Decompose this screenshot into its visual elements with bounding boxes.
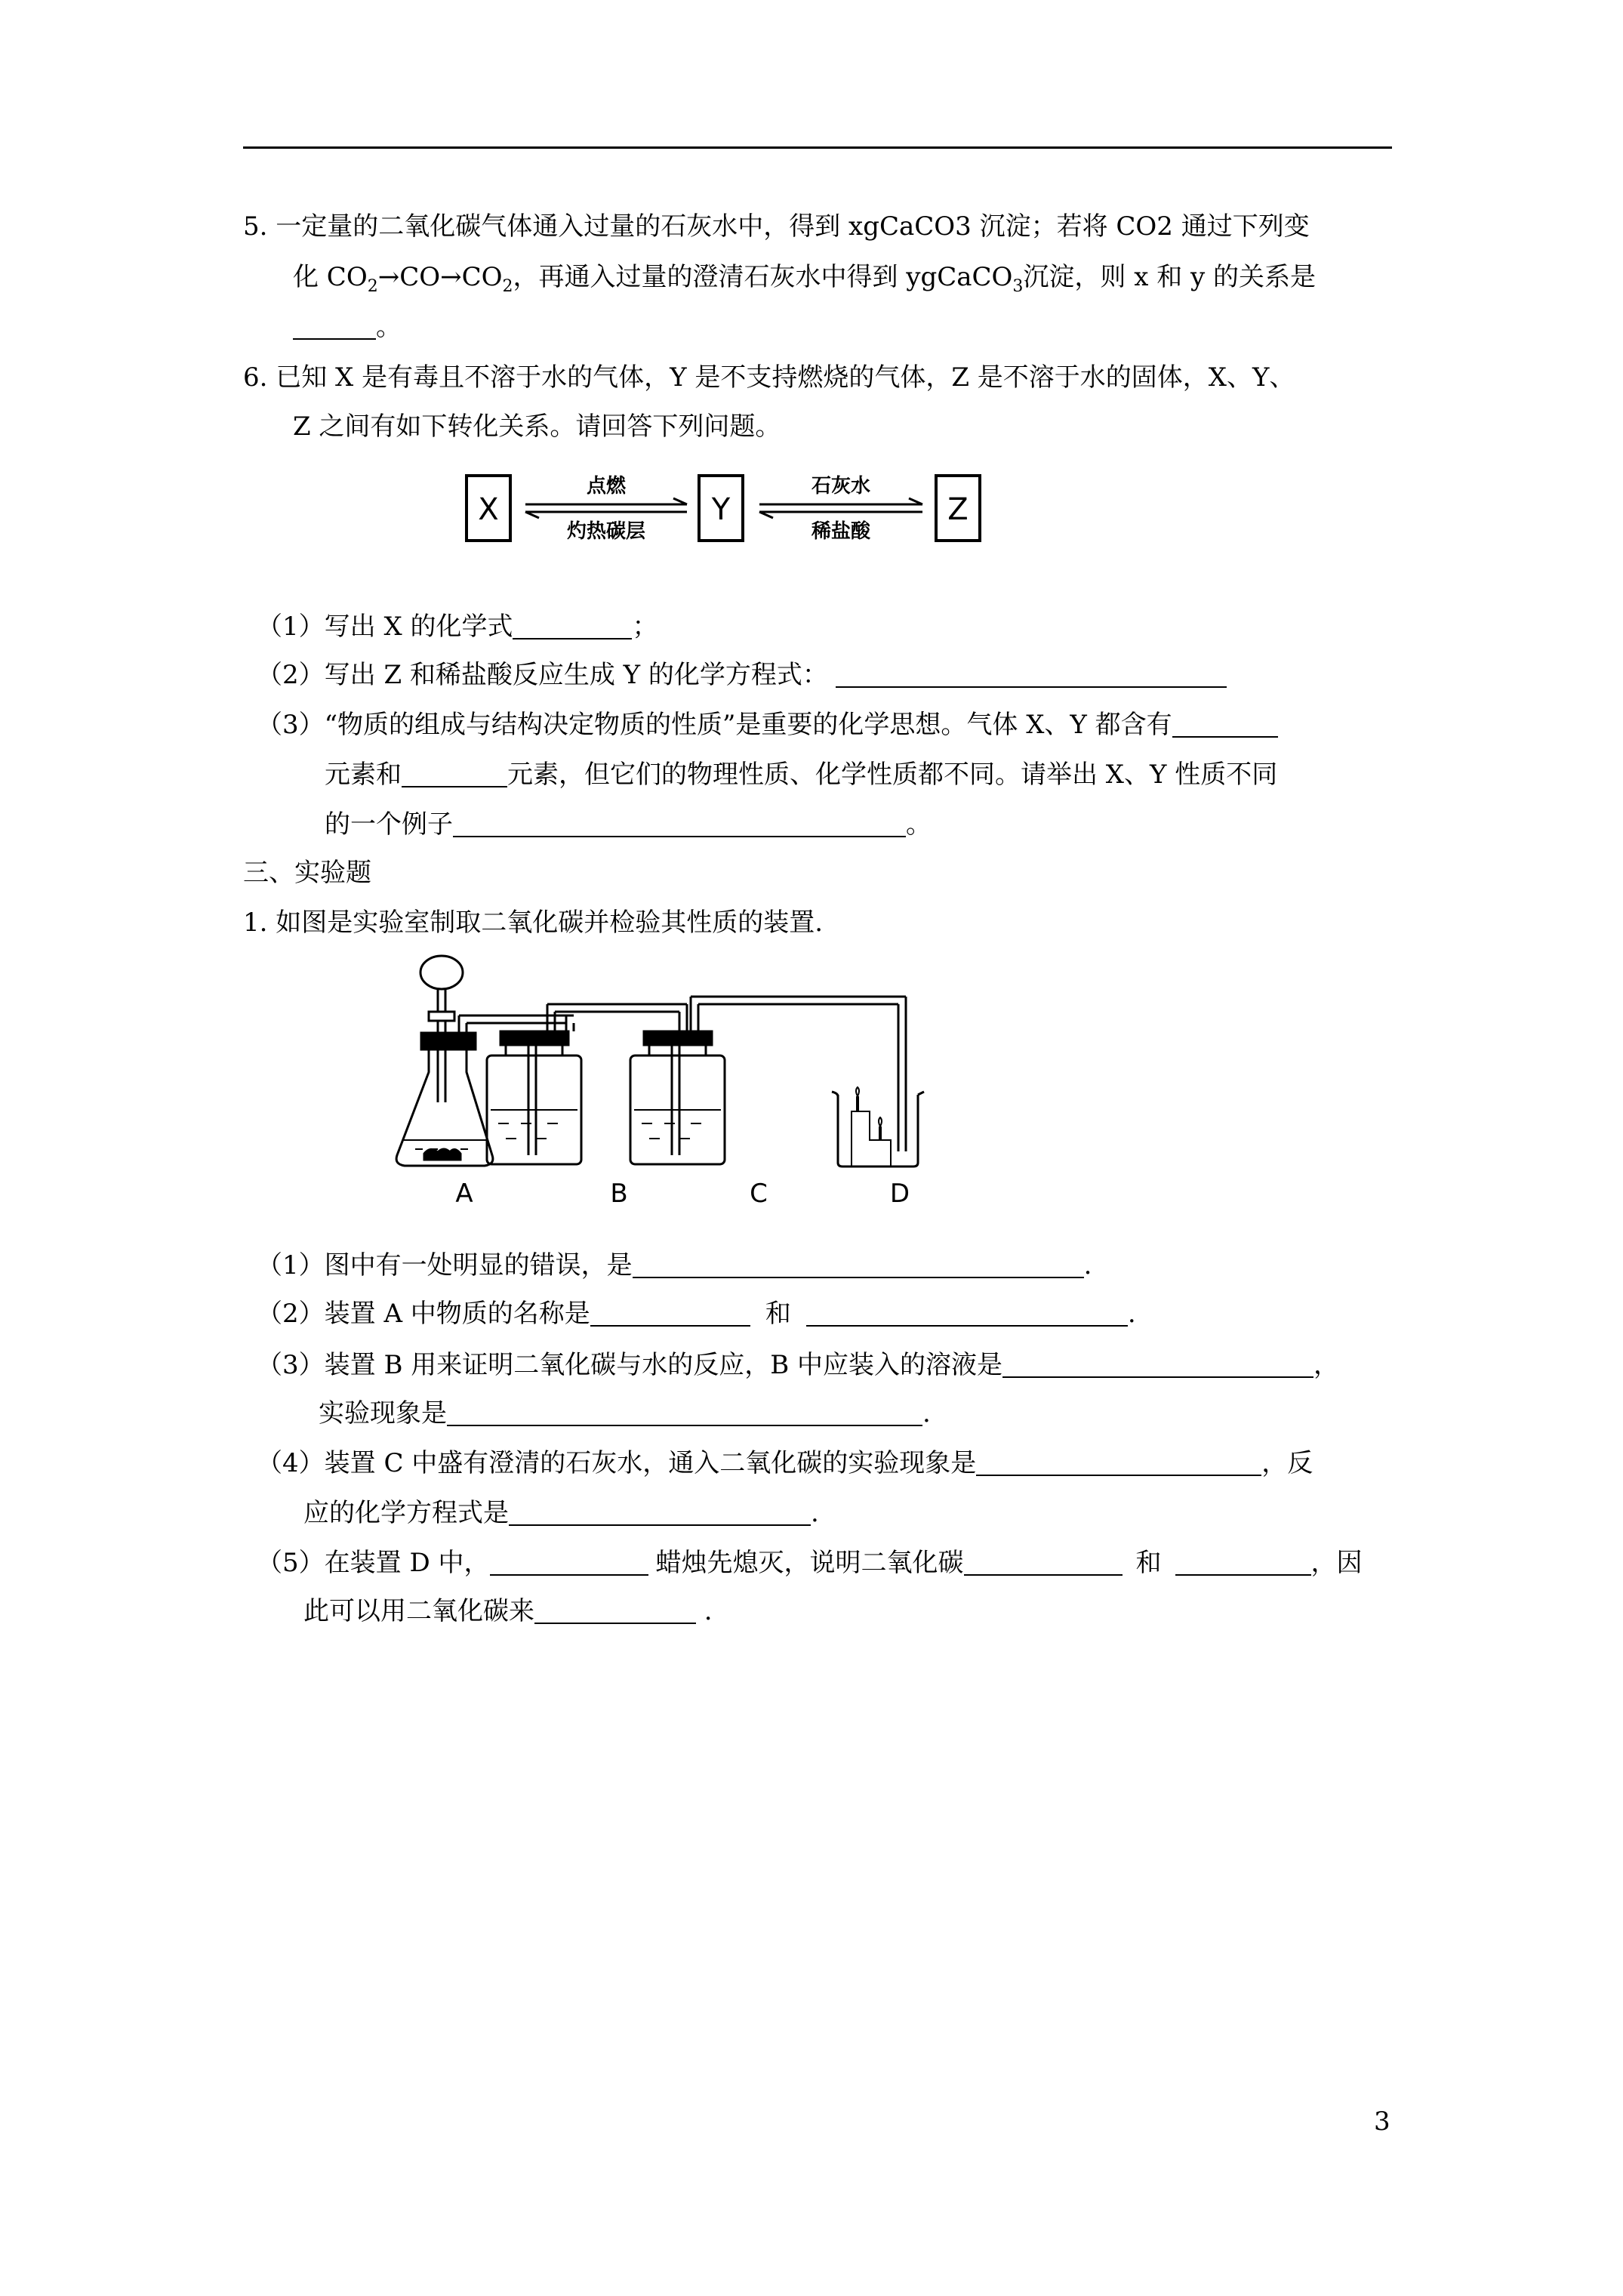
e1-part-3-line-2 (319, 1397, 931, 1430)
q5-line-1: 5. 一定量的二氧化碳气体通入过量的石灰水中，得到 xgCaCO3 沉淀；若将 CO2 通过下列变 (243, 211, 1310, 242)
e1-part-2-end: . (1127, 1299, 1136, 1329)
q6-part-3-end: 。 (906, 809, 932, 840)
q6-part-3-text-d: 的一个例子 (325, 809, 453, 840)
e1-part-3-blank-2[interactable] (447, 1402, 922, 1426)
e1-part-3-blank-1[interactable] (1002, 1354, 1313, 1378)
q6-line-2: Z 之间有如下转化关系。请回答下列问题。 (293, 411, 781, 442)
e1-part-5-blank-4[interactable] (534, 1600, 696, 1624)
q6-part-1-text: （1）写出 X 的化学式 (257, 612, 513, 642)
e1-part-5-text-a: （5）在装置 D 中， (257, 1548, 490, 1578)
section-title-experiment: 三、实验题 (243, 858, 371, 888)
e1-part-5-text-d: ，因 (1310, 1548, 1363, 1578)
q6-part-1 (257, 610, 658, 643)
e1-part-5-blank-1[interactable] (490, 1552, 648, 1576)
e1-part-4-text-a: （4）装置 C 中盛有澄清的石灰水，通入二氧化碳的实验现象是 (257, 1448, 977, 1478)
e1-part-3-text-b: 实验现象是 (319, 1398, 447, 1428)
label-d: D (889, 1179, 910, 1209)
bottle-b-stopper (500, 1031, 568, 1045)
step-stand (852, 1111, 891, 1166)
e1-part-3-text-a: （3）装置 B 用来证明二氧化碳与水的反应，B 中应装入的溶液是 (257, 1350, 1003, 1380)
bottle-b (487, 1004, 687, 1164)
label-ignite: 点燃 (586, 475, 627, 498)
q6-part-3-line-2 (325, 758, 1277, 791)
e1-part-3-line-1 (257, 1348, 1339, 1382)
e1-part-4-blank-1[interactable] (976, 1452, 1261, 1476)
q6-line-1: 6. 已知 X 是有毒且不溶于水的气体，Y 是不支持燃烧的气体，Z 是不溶于水的固体，X、Y、 (243, 362, 1295, 393)
e1-part-4-line-2 (303, 1496, 819, 1530)
e1-part-4-text-b: 应的化学方程式是 (303, 1498, 509, 1528)
conversion-diagram (460, 468, 989, 551)
box-z-label: Z (947, 492, 969, 527)
q5-text-b: →CO→CO (377, 262, 503, 292)
q6-part-3-line-1 (257, 708, 1278, 741)
q6-part-3-text-a: （3）“物质的组成与结构决定物质的性质”是重要的化学思想。气体 X、Y 都含有 (257, 710, 1172, 740)
flask-a (396, 956, 574, 1166)
e1-intro: 1. 如图是实验室制取二氧化碳并检验其性质的装置. (243, 908, 824, 938)
box-y-label: Y (711, 492, 731, 527)
q5-sub-b: 2 (502, 276, 513, 296)
e1-part-4-end-b: . (811, 1498, 819, 1528)
e1-part-5-text-e: 此可以用二氧化碳来 (303, 1596, 534, 1626)
e1-part-5-text-b: 蜡烛先熄灭，说明二氧化碳 (655, 1548, 964, 1578)
q6-part-3-line-3 (325, 808, 932, 841)
e1-part-5-end: . (696, 1596, 713, 1626)
e1-part-2 (257, 1297, 1136, 1330)
e1-part-5-text-c: 和 (1135, 1548, 1162, 1578)
q5-end: 。 (376, 312, 402, 342)
q5-text-c: ，再通入过量的澄清石灰水中得到 ygCaCO (513, 262, 1013, 292)
e1-part-5-blank-3[interactable] (1175, 1552, 1311, 1576)
q5-answer-blank[interactable] (293, 316, 376, 340)
e1-part-2-blank-1[interactable] (590, 1302, 750, 1327)
label-hot-carbon: 灼热碳层 (566, 520, 646, 543)
e1-part-5-line-1 (257, 1546, 1363, 1579)
label-b: B (610, 1179, 628, 1209)
label-limewater: 石灰水 (811, 475, 871, 498)
e1-part-1 (257, 1249, 1092, 1282)
e1-part-1-end: . (1083, 1250, 1092, 1281)
label-a: A (455, 1179, 473, 1209)
e1-part-2-blank-2[interactable] (806, 1302, 1128, 1327)
funnel-bulb (420, 956, 463, 989)
label-c: C (750, 1179, 768, 1209)
q6-part-3-text-c: 元素，但它们的物理性质、化学性质都不同。请举出 X、Y 性质不同 (507, 760, 1278, 790)
q6-part-3-blank-1[interactable] (1172, 713, 1278, 738)
e1-part-2-text-a: （2）装置 A 中物质的名称是 (257, 1299, 590, 1329)
e1-part-4-line-1 (257, 1447, 1313, 1480)
marble-chips (424, 1149, 460, 1160)
e1-part-3-end-b: . (922, 1398, 931, 1428)
e1-part-4-blank-2[interactable] (509, 1502, 811, 1526)
bottle-c (630, 997, 906, 1164)
q5-text-d: 沉淀，则 x 和 y 的关系是 (1023, 262, 1317, 292)
e1-part-4-end-a: ，反 (1261, 1448, 1313, 1478)
q6-part-1-blank[interactable] (513, 615, 632, 639)
q5-sub-c: 3 (1012, 276, 1024, 296)
beaker-d (832, 1087, 924, 1166)
q6-part-2 (257, 658, 1227, 692)
e1-part-1-blank[interactable] (633, 1254, 1084, 1278)
q6-part-1-end: ； (632, 612, 658, 642)
q5-sub-a: 2 (367, 276, 378, 296)
bottle-c-stopper (644, 1031, 712, 1045)
q6-part-3-blank-3[interactable] (453, 813, 906, 837)
label-dilute-hcl: 稀盐酸 (811, 520, 871, 543)
e1-part-1-text: （1）图中有一处明显的错误，是 (257, 1250, 633, 1281)
e1-part-3-end-a: ， (1313, 1350, 1340, 1380)
box-x-label: X (478, 492, 499, 527)
page-number: 3 (1374, 2106, 1390, 2137)
q5-line-3 (293, 310, 402, 344)
funnel-stopcock (429, 1012, 454, 1021)
q5-line-2 (293, 260, 1316, 304)
q6-part-3-text-b: 元素和 (325, 760, 402, 790)
e1-part-5-blank-2[interactable] (964, 1552, 1123, 1576)
q5-text-a: 化 CO (293, 262, 368, 292)
e1-part-2-text-b: 和 (765, 1299, 791, 1329)
e1-part-5-line-2 (303, 1595, 713, 1628)
co2-apparatus-figure (385, 951, 974, 1216)
header-rule (243, 146, 1392, 149)
q6-part-2-blank[interactable] (836, 664, 1227, 688)
q6-part-3-blank-2[interactable] (402, 763, 507, 787)
flask-a-stopper (421, 1033, 476, 1049)
q6-part-2-text: （2）写出 Z 和稀盐酸反应生成 Y 的化学方程式： (257, 660, 828, 690)
